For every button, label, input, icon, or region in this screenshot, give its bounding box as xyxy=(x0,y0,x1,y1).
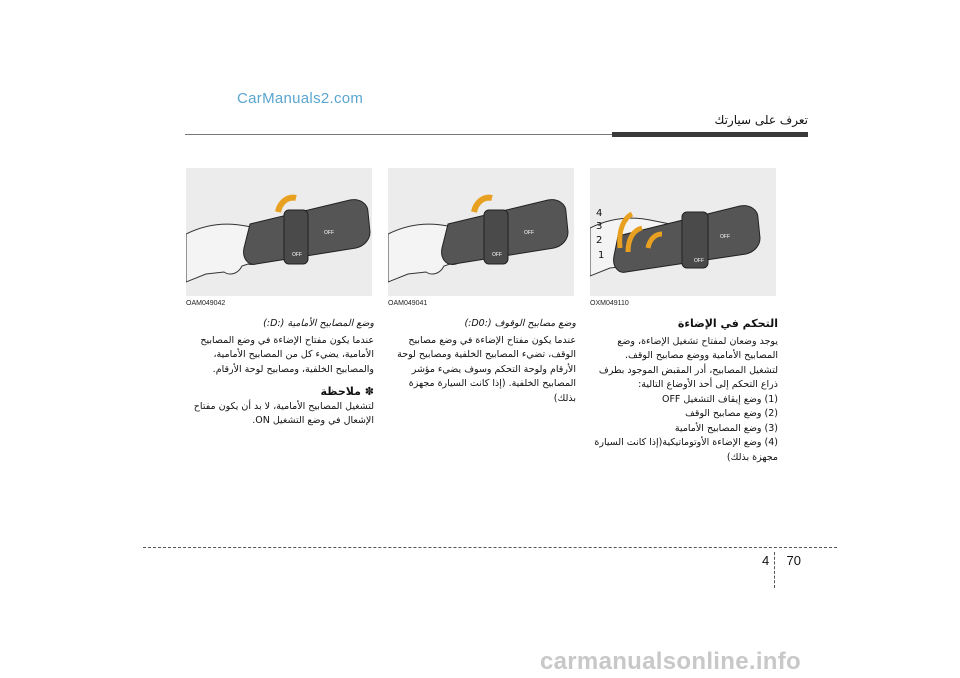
header-bar-dark xyxy=(612,132,808,137)
list-item: (4) وضع الإضاءة الأوتوماتيكية(إذا كانت السيارة مجهزة بذلك) xyxy=(594,437,778,463)
body-text: عندما يكون مفتاح الإضاءة في وضع المصابيح الأمامية، يضيء كل من المصابيح الأمامية، والمصابيح الخلفية، ومصابيح لوحة الأرقام. xyxy=(200,334,374,375)
svg-text:OFF: OFF xyxy=(694,258,704,264)
section-number: 4 xyxy=(762,553,770,568)
svg-text:OFF: OFF xyxy=(292,252,302,258)
figure-code: OAM049041 xyxy=(388,300,428,307)
section-heading: التحكم في الإضاءة xyxy=(677,317,778,330)
instruction-text: لتشغيل المصابيح، أدر المقبض الموجود بطرف ذراع التحكم إلى أحد الأوضاع التالية: xyxy=(598,364,778,390)
watermark-top: CarManuals2.com xyxy=(237,90,364,107)
page-number xyxy=(762,553,801,568)
column-headlight xyxy=(184,317,374,429)
note-heading: ✽ ملاحظة xyxy=(320,385,374,398)
position-marker-4: 4 xyxy=(596,208,603,219)
stalk-illustration xyxy=(186,168,372,296)
svg-text:OFF: OFF xyxy=(524,230,534,236)
footer-dashed-line xyxy=(143,547,837,548)
column-light-control xyxy=(588,317,778,465)
svg-text:OFF: OFF xyxy=(324,230,334,236)
position-marker-1: 1 xyxy=(598,250,605,261)
footer-vertical-dash xyxy=(774,552,775,588)
figure-parking-light xyxy=(388,168,574,296)
list-item: (2) وضع مصابيح الوقف xyxy=(685,408,778,419)
position-list xyxy=(588,393,778,466)
list-item: (3) وضع المصابيح الأمامية xyxy=(674,422,778,434)
position-marker-2: 2 xyxy=(596,235,603,246)
position-marker-3: 3 xyxy=(596,221,603,232)
header-bar-line xyxy=(185,134,612,135)
stalk-illustration xyxy=(388,168,574,296)
svg-text:OFF: OFF xyxy=(492,252,502,258)
figure-code: OXM049110 xyxy=(590,300,629,307)
subheading: وضع مصابيح الوقوف (:D0:) xyxy=(464,318,576,329)
body-text: عندما يكون مفتاح الإضاءة في وضع مصابيح الوقف، تضيء المصابيح الخلفية ومصابيح لوحة الأرقام ولوحة التحكم وسوف يضيء مؤشر المصابيح الخلفية. (إذا كانت السيارة مجهزة بذلك) xyxy=(397,334,576,404)
svg-text:OFF: OFF xyxy=(720,234,730,240)
subheading: وضع المصابيح الأمامية (:D:) xyxy=(263,318,374,329)
list-item: (1) وضع إيقاف التشغيل OFF xyxy=(661,393,778,405)
header-title: تعرف على سيارتك xyxy=(714,113,808,127)
stalk-illustration xyxy=(590,168,776,296)
figure-light-switch-positions xyxy=(590,168,776,296)
note-text: لتشغيل المصابيح الأمامية، لا بد أن يكون مفتاح الإشعال في وضع التشغيل ON. xyxy=(193,400,374,426)
figure-headlight xyxy=(186,168,372,296)
intro-text: يوجد وضعان لمفتاح تشغيل الإضاءة، وضع المصابيح الأمامية ووضع مصابيح الوقف. xyxy=(617,335,778,361)
figure-code: OAM049042 xyxy=(186,300,226,307)
watermark-bottom: carmanualsonline.info xyxy=(540,648,802,675)
column-parking-light xyxy=(386,317,576,406)
page-number-value: 70 xyxy=(786,553,801,568)
